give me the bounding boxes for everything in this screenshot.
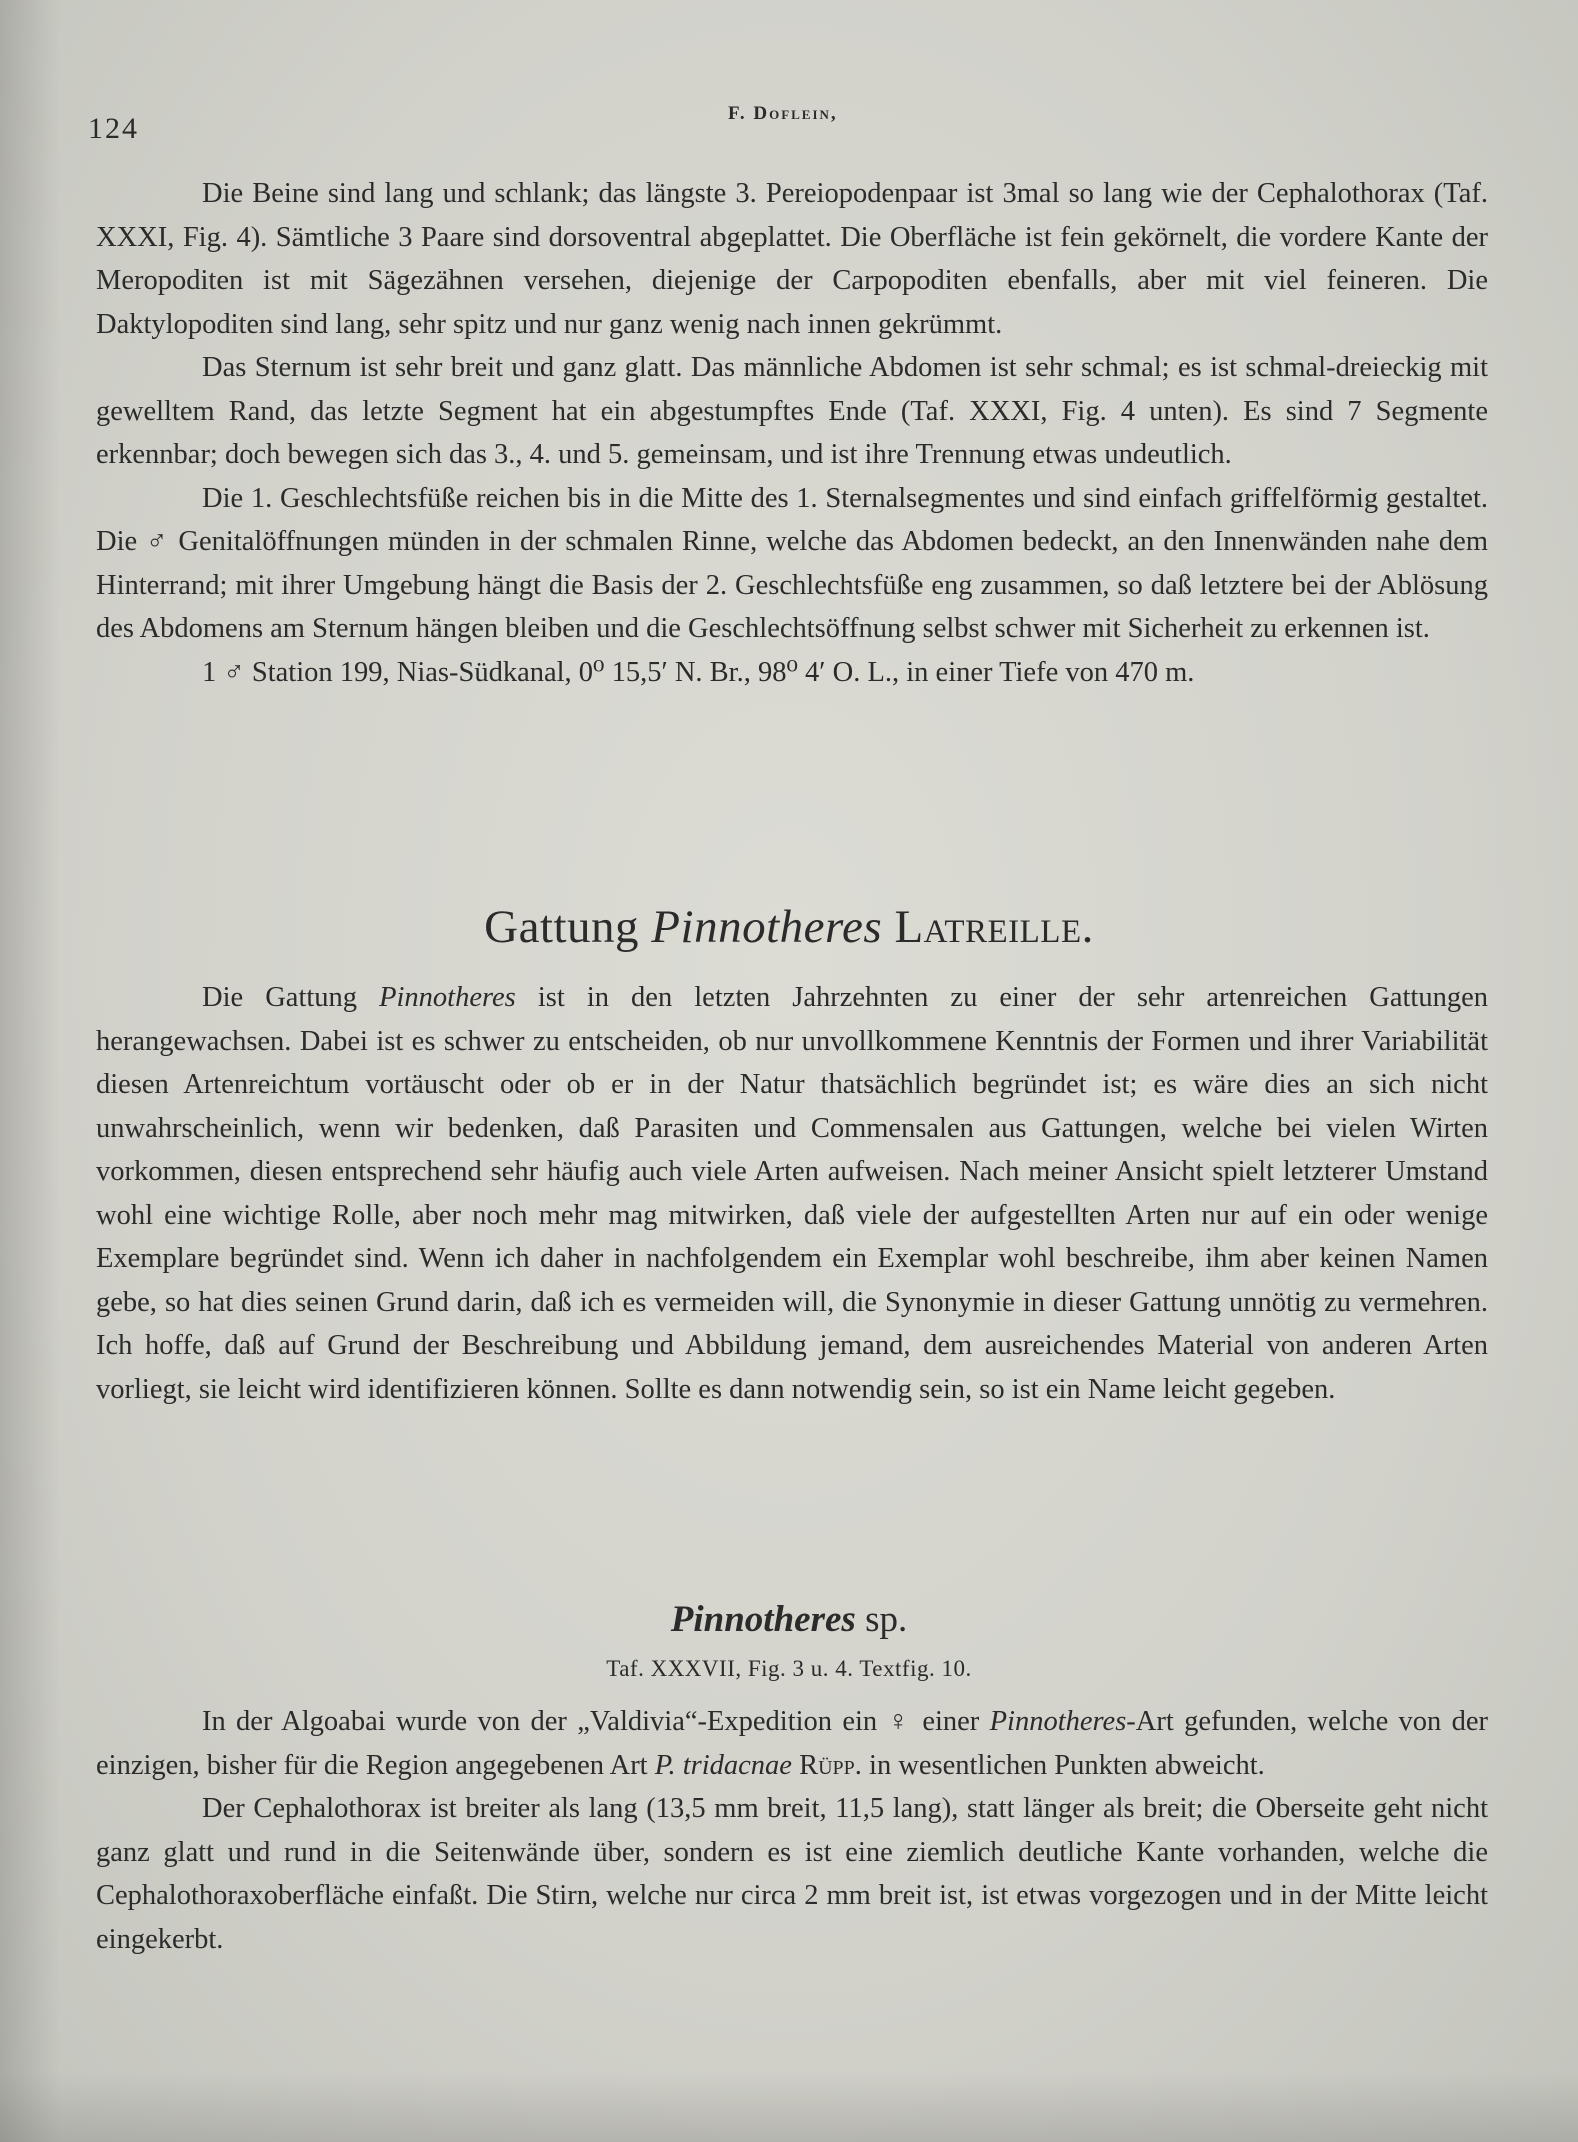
- genus-name: Pinnotheres: [651, 901, 883, 953]
- taxon-name: Pinnotheres: [989, 1706, 1127, 1737]
- paragraph-locality: [96, 1700, 1488, 1787]
- taxon-name: Pinnotheres: [379, 982, 516, 1013]
- text-run: Die Gattung: [202, 982, 358, 1013]
- running-head: F. Doflein,: [728, 103, 838, 124]
- author-name: Rüpp.: [799, 1749, 862, 1781]
- genus-introduction: [96, 976, 1488, 1411]
- paragraph-cephalothorax: Der Cephalothorax ist breiter als lang (13,5 mm breit, 11,5 lang), statt länger als breit; die Oberseite geht nicht ganz glatt und rund in die Seitenwände über, sondern es ist eine ziemlich deutliche Kante vorhanden, welche die Cephalothoraxoberfläche einfaßt. Die Stirn, welche nur circa 2 mm breit ist, ist etwas vorgezogen und in der Mitte leicht eingekerbt.: [96, 1793, 1488, 1955]
- genus-heading: [0, 900, 1578, 954]
- species-description-continued: [96, 172, 1488, 694]
- page-shadow-bottom: [0, 2072, 1578, 2142]
- paragraph-sternum: Das Sternum ist sehr breit und ganz glatt. Das männliche Abdomen ist sehr schmal; es ist schmal-dreieckig mit gewelltem Rand, das letzte Segment hat ein abgestumpftes Ende (Taf. XXXI, Fig. 4 unten). Es sind 7 Segmente erkennbar; doch bewegen sich das 3., 4. und 5. gemeinsam, und ist ihre Trennung etwas undeutlich.: [96, 352, 1488, 470]
- species-description: [96, 1700, 1488, 1961]
- species-figure-reference: Taf. XXXVII, Fig. 3 u. 4. Textfig. 10.: [606, 1656, 972, 1681]
- genus-word: Gattung: [484, 901, 640, 953]
- text-run: ist in den letzten Jahrzehnten zu einer der sehr artenreichen Gattungen herangewachsen. Dabei ist es schwer zu entscheiden, ob nur unvollkommene Kenntnis der Formen und ihrer Variabilität diesen Artenreichtum vortäuscht oder ob er in der Natur thatsächlich begründet ist; es wäre dies an sich nicht unwahrscheinlich, wenn wir bedenken, daß Parasiten und Commensalen aus Gattungen, welche bei vielen Wirten vorkommen, diesen entsprechend sehr häufig auch viele Arten aufweisen. Nach meiner Ansicht spielt letzterer Umstand wohl eine wichtige Rolle, aber noch mehr mag mitwirken, daß viele der aufgestellten Arten nur auf ein oder wenige Exemplare begründet sind. Wenn ich daher in nachfolgendem ein Exemplar wohl beschreibe, ihm aber keinen Namen gebe, so hat dies seinen Grund darin, daß ich es vermeiden will, die Synonymie in dieser Gattung unnötig zu vermehren. Ich hoffe, daß auf Grund der Beschreibung und Abbildung jemand, dem ausreichendes Material von anderen Arten vorliegt, sie leicht wird identifizieren können. Sollte es dann notwendig sein, so ist ein Name leicht gegeben.: [96, 982, 1489, 1405]
- page-number: 124: [88, 112, 139, 145]
- species-heading: [0, 1598, 1578, 1641]
- taxon-name: P. tridacnae: [654, 1749, 792, 1781]
- text-run: -Art gefunden, welche von der einzigen, bisher für die Region angegebenen Art: [96, 1706, 1489, 1781]
- page-shadow-left: [0, 0, 60, 2142]
- genus-author: Latreille.: [894, 901, 1094, 953]
- species-name: Pinnotheres: [670, 1599, 856, 1640]
- paragraph-station: 1 ♂ Station 199, Nias-Südkanal, 0⁰ 15,5′ N. Br., 98⁰ 4′ O. L., in einer Tiefe von 470 m.: [202, 656, 1195, 688]
- paragraph-genus-intro: [96, 976, 1488, 1411]
- species-suffix: sp.: [865, 1599, 908, 1640]
- text-run: in wesentlichen Punkten abweicht.: [869, 1749, 1265, 1781]
- text-run: In der Algoabai wurde von der „Valdivia“-Expedition ein ♀ einer: [202, 1706, 980, 1737]
- paragraph-legs: Die Beine sind lang und schlank; das längste 3. Pereiopodenpaar ist 3mal so lang wie der Cephalothorax (Taf. XXXI, Fig. 4). Sämtliche 3 Paare sind dorsoventral abgeplattet. Die Oberfläche ist fein gekörnelt, die vordere Kante der Meropoditen ist mit Sägezähnen versehen, diejenige der Carpopoditen ebenfalls, aber mit viel feineren. Die Daktylopoditen sind lang, sehr spitz und nur ganz wenig nach innen gekrümmt.: [96, 178, 1488, 340]
- paragraph-genitalia: Die 1. Geschlechtsfüße reichen bis in die Mitte des 1. Sternalsegmentes und sind einfach griffelförmig gestaltet. Die ♂ Genitalöffnungen münden in der schmalen Rinne, welche das Abdomen bedeckt, an den Innenwänden nahe dem Hinterrand; mit ihrer Umgebung hängt die Basis der 2. Geschlechtsfüße eng zusammen, so daß letztere bei der Ablösung des Abdomens am Sternum hängen bleiben und die Geschlechtsöffnung selbst schwer mit Sicherheit zu erkennen ist.: [96, 482, 1488, 644]
